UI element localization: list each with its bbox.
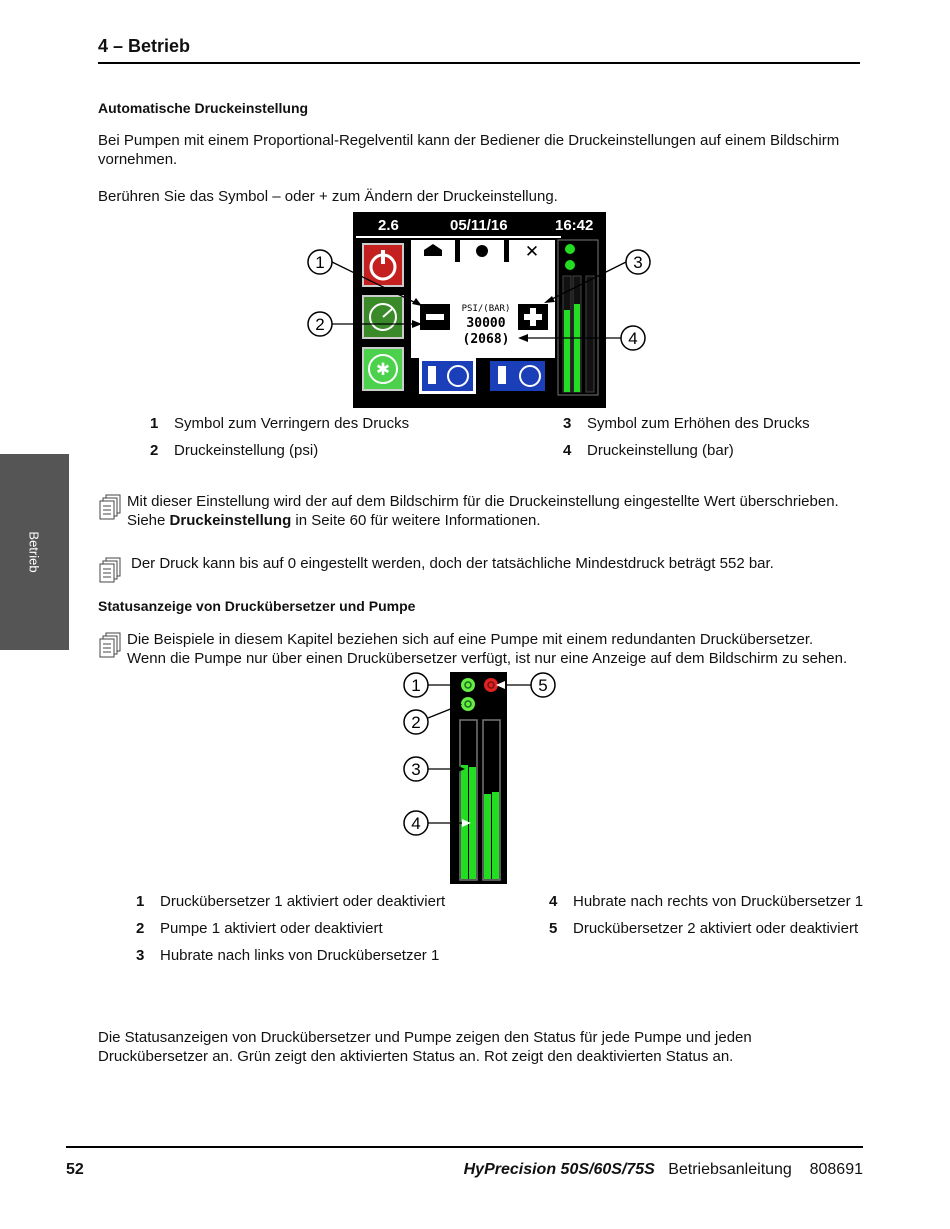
note-icon	[99, 632, 121, 658]
screen-date: 05/11/16	[450, 217, 508, 234]
pressure-bar-value: (2068)	[462, 332, 510, 347]
intensifier1-status-dot	[461, 678, 475, 692]
pump-status-dot	[565, 260, 575, 270]
svg-text:2: 2	[411, 713, 421, 732]
svg-text:5: 5	[538, 676, 548, 695]
stroke-rate-bar-left	[564, 310, 570, 392]
note-icon	[99, 494, 121, 520]
header-rule	[98, 62, 860, 64]
pressure-unit-label: PSI/(BAR)	[461, 304, 511, 314]
side-tab-label: Betrieb	[26, 531, 42, 573]
document-type: Betriebsanleitung	[668, 1161, 792, 1178]
intensifier2-left-bar	[484, 794, 491, 879]
svg-text:4: 4	[628, 329, 638, 348]
document-number: 808691	[809, 1161, 863, 1178]
legend2-item-1: 1 Druckübersetzer 1 aktiviert oder deaktiviert	[136, 893, 446, 910]
section-heading-status: Statusanzeige von Druckübersetzer und Pumpe	[98, 598, 416, 614]
svg-text:3: 3	[411, 760, 421, 779]
chapter-title: 4 – Betrieb	[98, 36, 191, 56]
legend1-item-4: 4 Druckeinstellung (bar)	[563, 442, 734, 459]
legend2-item-2: 2 Pumpe 1 aktiviert oder deaktiviert	[136, 920, 383, 937]
svg-text:1: 1	[411, 676, 421, 695]
intensifier2-status-dot	[484, 678, 498, 692]
intensifier-status-dot	[565, 244, 575, 254]
svg-text:2: 2	[315, 315, 325, 334]
chapter-side-tab	[0, 454, 69, 650]
svg-text:1: 1	[315, 253, 325, 272]
paragraph-status-summary: Die Statusanzeigen von Druckübersetzer und Pumpe zeigen den Status für jede Pumpe und jeden Druckübersetzer an. Grün zeigt den aktivierten Status an. Rot zeigt den deaktivierten Status an.	[98, 1029, 752, 1065]
svg-text:✱: ✱	[375, 360, 391, 379]
pressure-psi-value: 30000	[466, 316, 506, 331]
paragraph-instruction: Berühren Sie das Symbol – oder + zum Ändern der Druckeinstellung.	[98, 188, 558, 205]
legend1-item-2: 2 Druckeinstellung (psi)	[150, 442, 319, 459]
intensifier2-right-bar	[492, 792, 499, 879]
legend2-item-3: 3 Hubrate nach links von Druckübersetzer 1	[136, 947, 440, 964]
pump1-status-dot	[461, 697, 475, 711]
legend1-item-3: 3 Symbol zum Erhöhen des Drucks	[563, 415, 810, 432]
pressure-screen-figure	[300, 210, 660, 410]
note1-text: Mit dieser Einstellung wird der auf dem Bildschirm für die Druckeinstellung eingestellte Wert überschrieben. Siehe Druckeinstellung in Seite 60 für weitere Informationen.	[127, 493, 839, 529]
page-number: 52	[66, 1161, 84, 1178]
legend2-item-5: 5 Druckübersetzer 2 aktiviert oder deaktiviert	[549, 920, 859, 937]
stroke-rate-bar-right	[574, 304, 580, 392]
screen-time: 16:42	[555, 217, 594, 234]
note2-text: Der Druck kann bis auf 0 eingestellt werden, doch der tatsächliche Mindestdruck beträgt 552 bar.	[131, 555, 774, 572]
link-druckeinstellung[interactable]: Druckeinstellung	[169, 512, 292, 529]
note3-text: Die Beispiele in diesem Kapitel beziehen sich auf eine Pumpe mit einem redundanten Druckübersetzer. Wenn die Pumpe nur über einen Druckübersetzer verfügt, ist nur eine Anzeige auf dem Bildschirm zu sehen.	[127, 631, 848, 667]
footer-rule	[66, 1146, 863, 1148]
footer-document-info	[464, 1161, 863, 1179]
paragraph-intro: Bei Pumpen mit einem Proportional-Regelventil kann der Bediener die Druckeinstellungen auf einem Bildschirm vornehmen.	[98, 132, 840, 168]
section-heading-pressure: Automatische Druckeinstellung	[98, 100, 309, 116]
product-model: HyPrecision 50S/60S/75S	[463, 1161, 655, 1178]
legend1-item-1: 1 Symbol zum Verringern des Drucks	[150, 415, 410, 432]
svg-text:3: 3	[633, 253, 643, 272]
minus-icon	[426, 314, 444, 320]
legend2-item-4: 4 Hubrate nach rechts von Druckübersetzer 1	[549, 893, 864, 910]
status-value: 2.6	[378, 217, 399, 234]
gear-icon	[476, 245, 488, 257]
tools-icon: ✕	[524, 242, 540, 261]
note-icon	[99, 557, 121, 583]
svg-text:4: 4	[411, 814, 421, 833]
status-indicator-figure	[395, 668, 565, 888]
